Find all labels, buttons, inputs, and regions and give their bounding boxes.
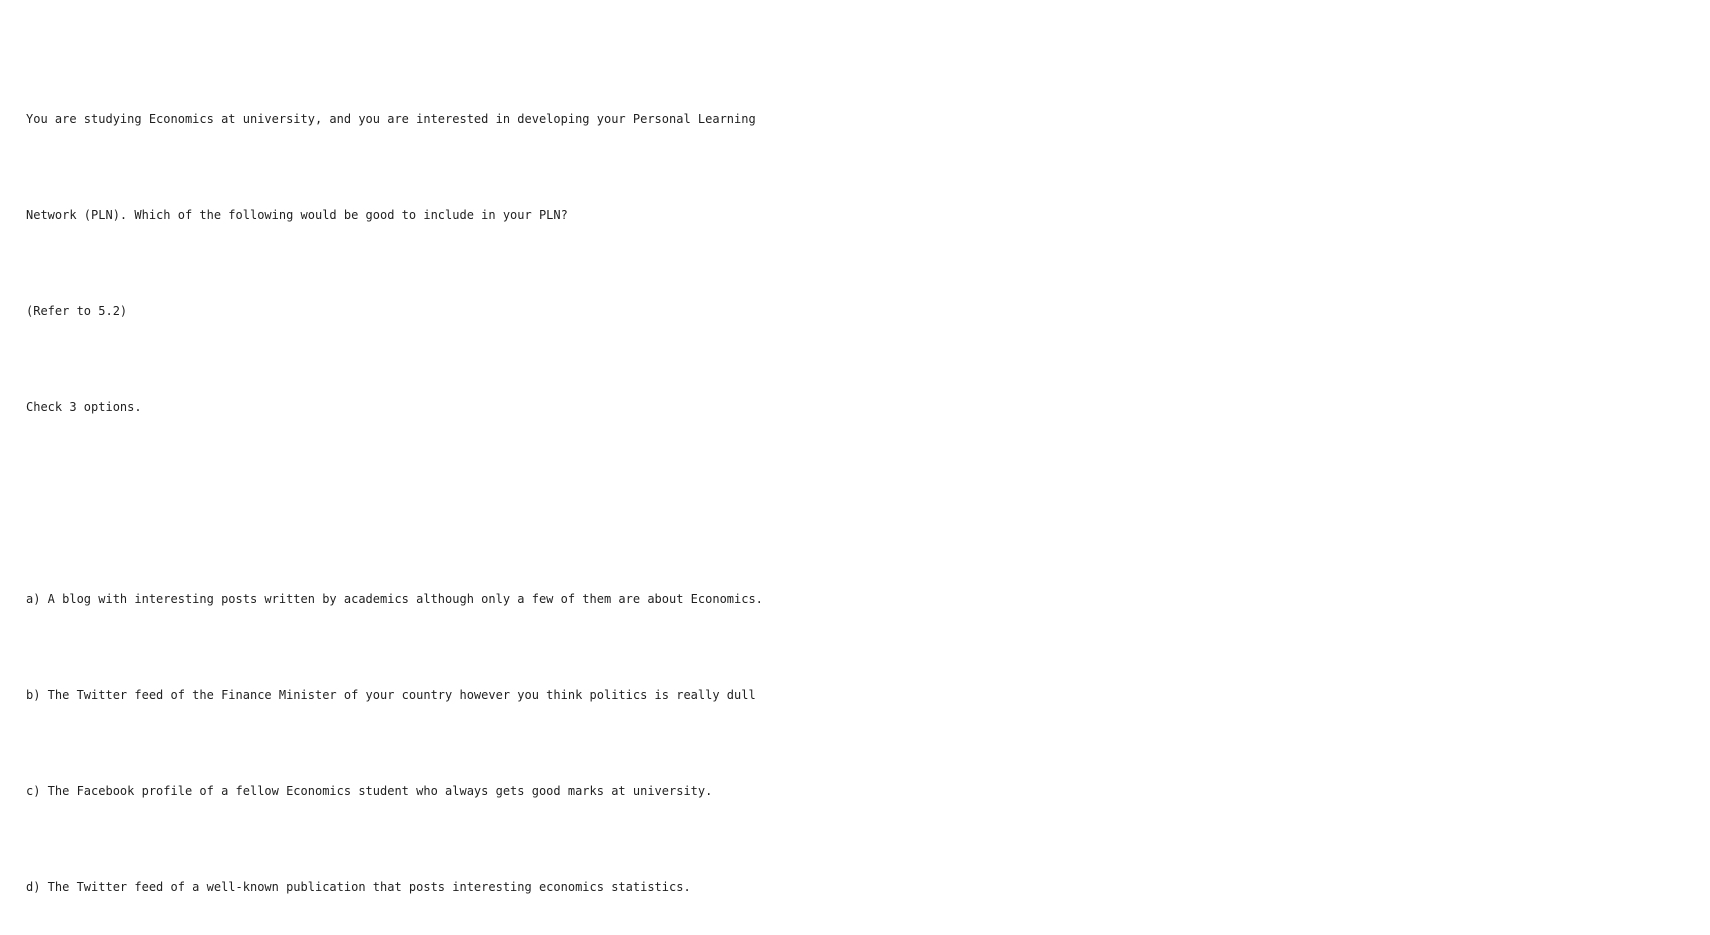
option-b: b) The Twitter feed of the Finance Minister of your country however you think politics is really dull [26,688,756,702]
question-text-line-2: Network (PLN). Which of the following would be good to include in your PLN? [26,208,568,222]
option-c: c) The Facebook profile of a fellow Economics student who always gets good marks at university. [26,784,713,798]
question-reference: (Refer to 5.2) [26,304,128,318]
question-text-line-1: You are studying Economics at university, and you are interested in developing your Personal Learning [26,112,756,126]
question-block [26,39,1710,935]
option-d: d) The Twitter feed of a well-known publication that posts interesting economics statistics. [26,880,691,894]
blank-line [26,487,1710,519]
option-a: a) A blog with interesting posts written by academics although only a few of them are about Economics. [26,592,763,606]
question-instruction: Check 3 options. [26,400,142,414]
